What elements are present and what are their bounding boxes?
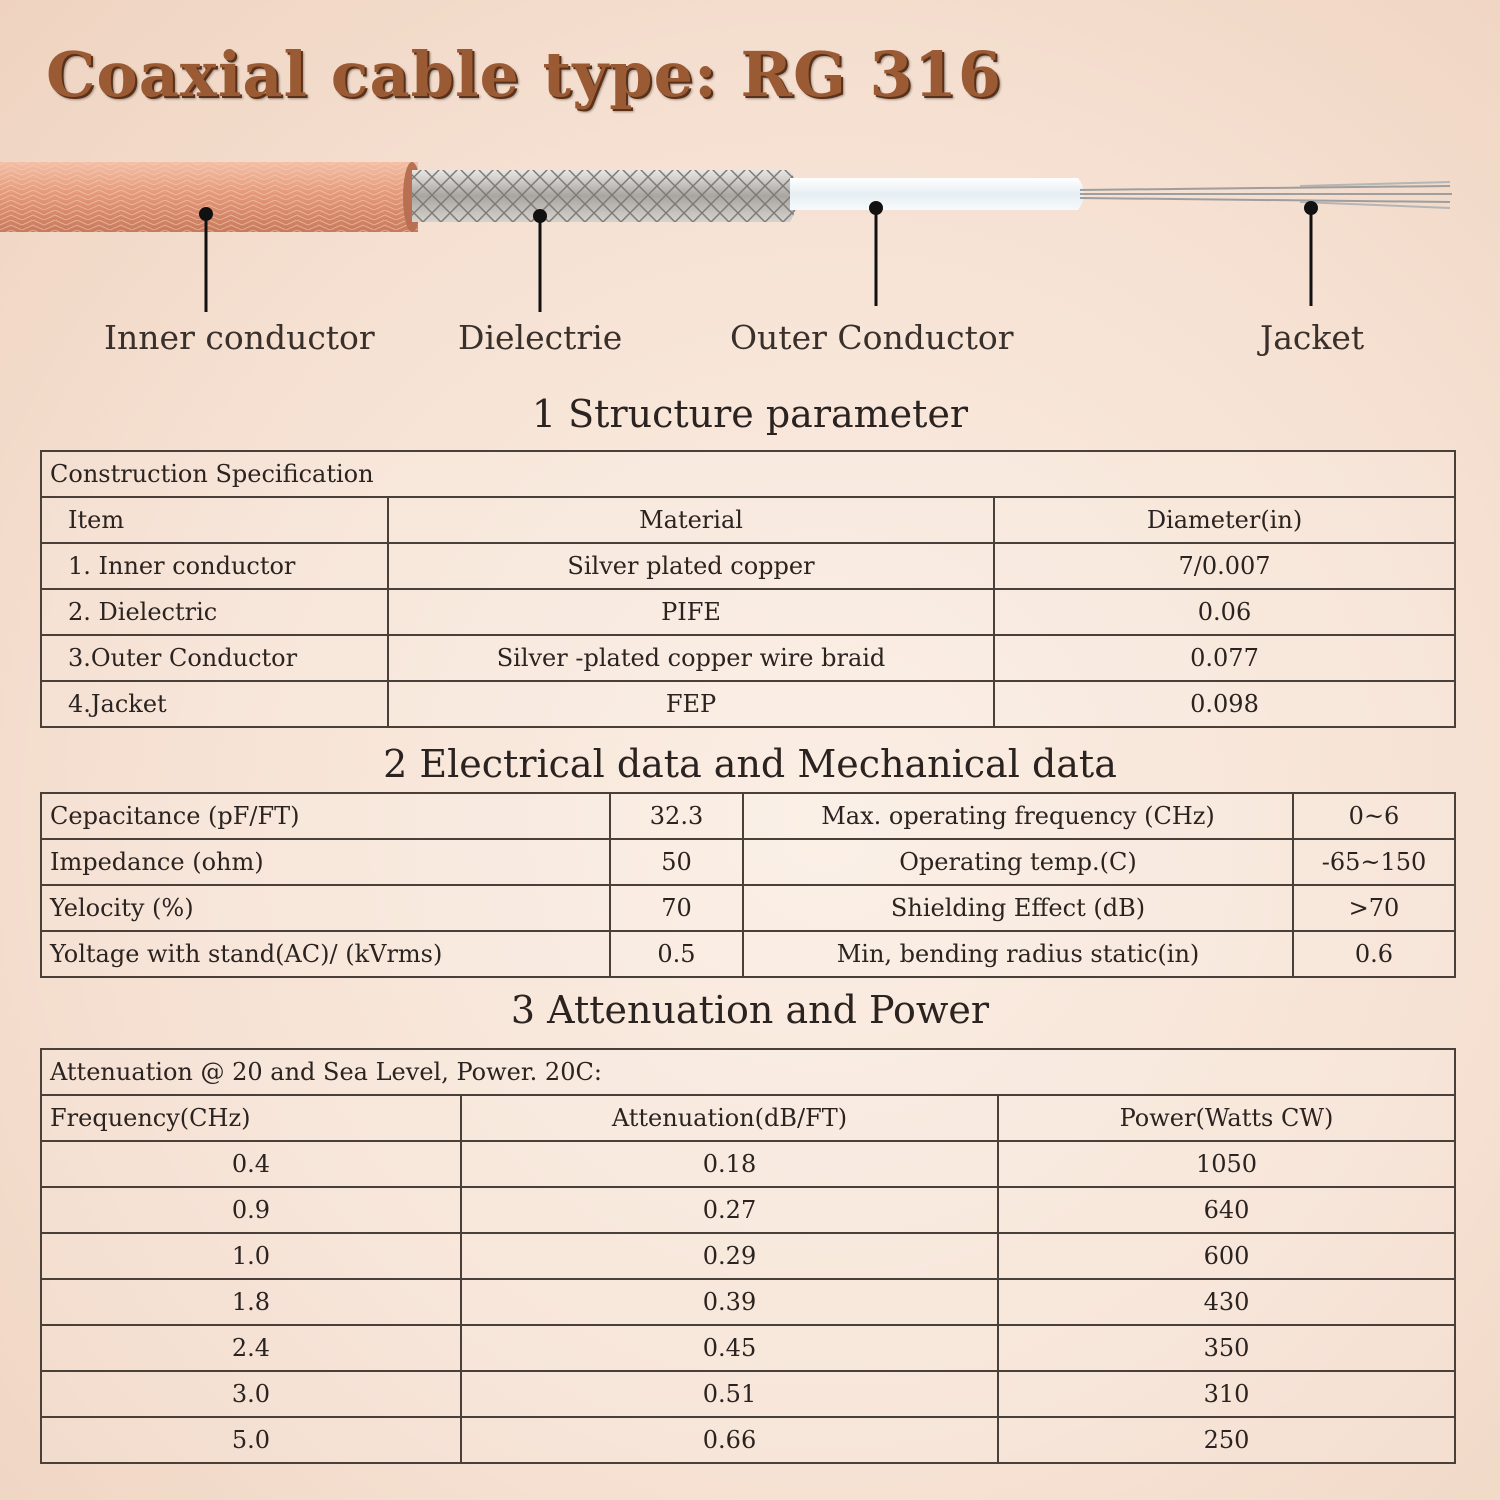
table-cell: 5.0 [41,1417,461,1463]
table-caption: Attenuation @ 20 and Sea Level, Power. 20C: [41,1049,1455,1095]
table-cell: 0.9 [41,1187,461,1233]
table-cell: 600 [998,1233,1455,1279]
table-row [41,543,1455,589]
dielectric-segment [790,178,1084,210]
table-row [41,635,1455,681]
structure-table [40,450,1456,728]
table-caption: Construction Specification [41,451,1455,497]
table-row [41,1279,1455,1325]
attenuation-table [40,1048,1456,1464]
table-cell: 0~6 [1293,793,1455,839]
label-jacket: Jacket [1260,318,1365,357]
jacket-segment [0,162,421,232]
table-cell: 3.Outer Conductor [41,635,388,681]
table-cell: 0.66 [461,1417,998,1463]
table-cell: 1.0 [41,1233,461,1279]
table-cell: 250 [998,1417,1455,1463]
conductor-segment [1080,182,1452,208]
braid-segment [412,170,798,222]
table-row [41,931,1455,977]
table-cell: -65~150 [1293,839,1455,885]
table-cell: Silver plated copper [388,543,994,589]
column-header: Frequency(CHz) [41,1095,461,1141]
table-cell: 0.39 [461,1279,998,1325]
label-dielectric: Dielectrie [458,318,623,357]
table-header-row [41,1095,1455,1141]
coaxial-cable-illustration [0,150,1500,315]
table-row [41,885,1455,931]
table-cell: 430 [998,1279,1455,1325]
table-row [41,1371,1455,1417]
table-cell: 50 [610,839,743,885]
table-row [41,1187,1455,1233]
table-cell: 0.4 [41,1141,461,1187]
table-cell: 2.4 [41,1325,461,1371]
pointer-jacket [1304,201,1318,306]
table-caption-row [41,451,1455,497]
table-cell: 0.077 [994,635,1455,681]
table-cell: Impedance (ohm) [41,839,610,885]
column-header: Item [41,497,388,543]
table-cell: >70 [1293,885,1455,931]
label-outer-conductor: Outer Conductor [730,318,1014,357]
table-cell: Max. operating frequency (CHz) [743,793,1293,839]
table-cell: 0.27 [461,1187,998,1233]
table-row [41,1325,1455,1371]
section-heading-attenuation: 3 Attenuation and Power [510,988,990,1032]
table-cell: 70 [610,885,743,931]
table-cell: 0.06 [994,589,1455,635]
table-header-row [41,497,1455,543]
table-cell: FEP [388,681,994,727]
table-row [41,681,1455,727]
table-cell: 2. Dielectric [41,589,388,635]
table-cell: 4.Jacket [41,681,388,727]
column-header: Power(Watts CW) [998,1095,1455,1141]
table-cell: 640 [998,1187,1455,1233]
label-inner-conductor: Inner conductor [104,318,375,357]
table-cell: 0.6 [1293,931,1455,977]
table-row [41,1141,1455,1187]
table-cell: Operating temp.(C) [743,839,1293,885]
pointer-dielectric [533,209,547,312]
table-cell: 0.45 [461,1325,998,1371]
table-cell: PIFE [388,589,994,635]
section-heading-structure: 1 Structure parameter [531,392,969,436]
table-cell: 1050 [998,1141,1455,1187]
table-cell: 3.0 [41,1371,461,1417]
table-cell: 32.3 [610,793,743,839]
table-row [41,1233,1455,1279]
table-cell: 0.098 [994,681,1455,727]
table-cell: 0.51 [461,1371,998,1417]
table-cell: 0.29 [461,1233,998,1279]
table-cell: Yelocity (%) [41,885,610,931]
table-cell: 310 [998,1371,1455,1417]
table-cell: 7/0.007 [994,543,1455,589]
column-header: Diameter(in) [994,497,1455,543]
table-cell: 350 [998,1325,1455,1371]
table-row [41,793,1455,839]
table-cell: Cepacitance (pF/FT) [41,793,610,839]
electrical-table [40,792,1456,978]
column-header: Material [388,497,994,543]
table-cell: 1. Inner conductor [41,543,388,589]
table-row [41,839,1455,885]
table-cell: 0.5 [610,931,743,977]
page-title: Coaxial cable type: RG 316 [46,38,1002,111]
table-cell: 1.8 [41,1279,461,1325]
table-cell: Yoltage with stand(AC)/ (kVrms) [41,931,610,977]
table-caption-row [41,1049,1455,1095]
table-cell: Silver -plated copper wire braid [388,635,994,681]
table-row [41,589,1455,635]
table-cell: Min, bending radius static(in) [743,931,1293,977]
table-cell: 0.18 [461,1141,998,1187]
table-row [41,1417,1455,1463]
section-heading-electrical: 2 Electrical data and Mechanical data [383,742,1117,786]
column-header: Attenuation(dB/FT) [461,1095,998,1141]
pointer-outer-conductor [869,201,883,306]
table-cell: Shielding Effect (dB) [743,885,1293,931]
